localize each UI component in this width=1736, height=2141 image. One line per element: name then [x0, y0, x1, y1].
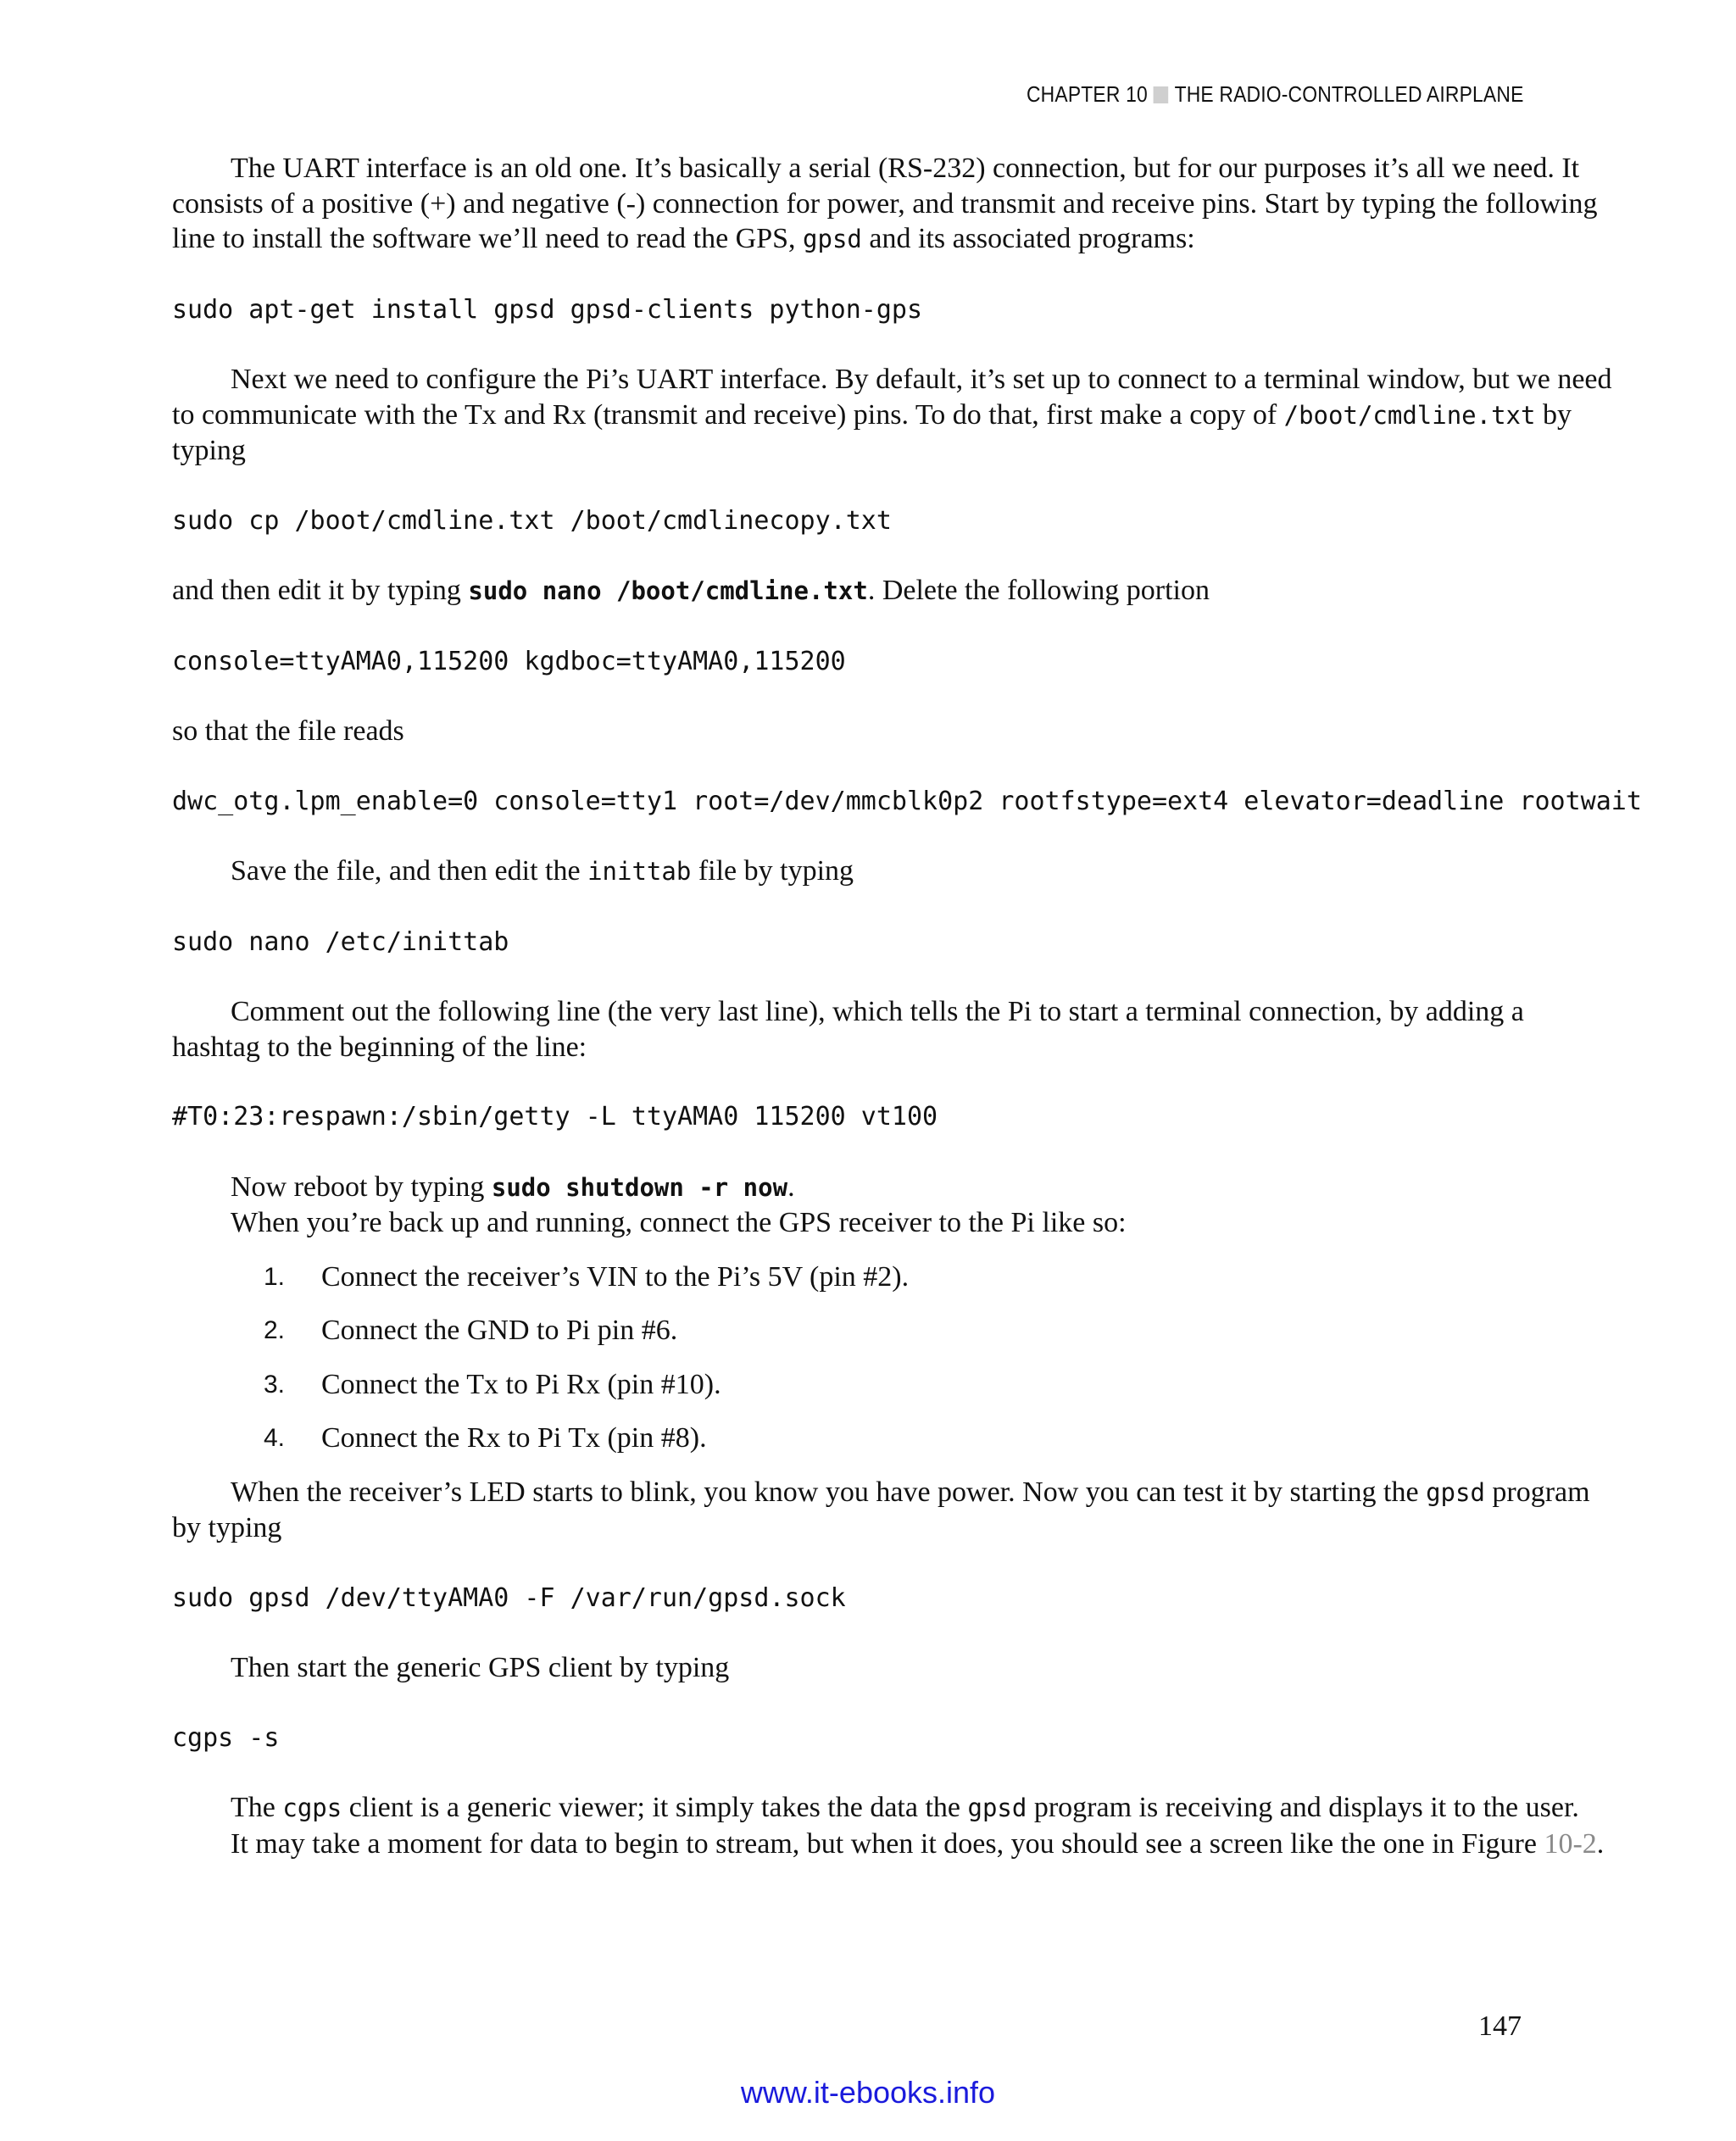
list-number: 2.: [264, 1316, 286, 1344]
paragraph-start-client: Then start the generic GPS client by typing: [231, 1652, 730, 1683]
list-item: [172, 1367, 1613, 1403]
text-run: Now reboot by typing: [231, 1171, 492, 1203]
text-run: .: [787, 1171, 795, 1203]
text-run: It may take a moment for data to begin to stream, but when it does, you should see a screen like the one in Figure: [231, 1827, 1544, 1860]
inline-code: /boot/cmdline.txt: [1283, 400, 1536, 430]
page-content: [172, 151, 1642, 1861]
paragraph-edit-inittab: [172, 854, 1613, 890]
text-run: client is a generic viewer; it simply takes the data the: [342, 1792, 968, 1823]
list-item: [172, 1421, 1613, 1456]
paragraph-cgps-viewer: [172, 1790, 1613, 1827]
text-run: . Delete the following portion: [867, 575, 1210, 606]
list-text: Connect the GND to Pi pin #6.: [321, 1315, 678, 1346]
text-run: program by typing: [172, 1476, 1590, 1543]
inline-code-bold: sudo nano /boot/cmdline.txt: [468, 576, 868, 605]
list-item: [172, 1313, 1613, 1349]
text-run: The UART interface is an old one. It’s basically a serial (RS-232) connection, but for our purposes it’s all we need. It consists of a positive (+) and negative (-) connection for power, and transmit and receive pins. Start by typing the following line to install the software we’ll need to read the GPS,: [172, 153, 1598, 254]
code-cgps: cgps -s: [172, 1722, 280, 1753]
list-number: 3.: [264, 1370, 286, 1399]
paragraph-edit-cmdline: [172, 573, 1613, 609]
running-header: [1027, 81, 1524, 108]
text-run: by typing: [172, 398, 1572, 466]
paragraph-uart: [172, 151, 1613, 258]
chapter-label: CHAPTER 10: [1027, 81, 1149, 107]
text-run: .: [1596, 1827, 1605, 1860]
page-number: 147: [1478, 2010, 1522, 2042]
wiring-steps-list: [172, 1260, 1613, 1456]
list-text: Connect the receiver’s VIN to the Pi’s 5V (pin #2).: [321, 1260, 910, 1293]
code-copy-cmdline: sudo cp /boot/cmdline.txt /boot/cmdlinecopy.txt: [172, 505, 892, 536]
text-run: program is receiving and displays it to the user.: [1027, 1792, 1579, 1823]
list-number: 4.: [264, 1424, 286, 1452]
inline-code: gpsd: [967, 1793, 1027, 1822]
paragraph-test-gpsd: [172, 1475, 1613, 1546]
paragraph-comment-out: Comment out the following line (the very last line), which tells the Pi to start a terminal connection, by adding a hashtag to the beginning of the line:: [172, 996, 1524, 1063]
list-text: Connect the Rx to Pi Tx (pin #8).: [321, 1422, 707, 1454]
header-separator-square: [1154, 86, 1169, 103]
inline-code: inittab: [587, 857, 692, 886]
text-run: and then edit it by typing: [172, 575, 469, 606]
code-delete-portion: console=ttyAMA0,115200 kgdboc=ttyAMA0,115200: [172, 646, 846, 676]
code-cmdline-result: dwc_otg.lpm_enable=0 console=tty1 root=/dev/mmcblk0p2 rootfstype=ext4 elevator=deadline rootwait: [172, 786, 1642, 816]
text-run: Next we need to configure the Pi’s UART interface. By default, it’s set up to connect to a terminal window, but we need to communicate with the Tx and Rx (transmit and receive) pins. To do that, first make a copy of: [172, 364, 1612, 431]
text-run: and its associated programs:: [861, 223, 1195, 254]
inline-code: gpsd: [1426, 1477, 1485, 1507]
paragraph-reboot: [172, 1170, 1613, 1206]
paragraph-data-stream: [172, 1827, 1613, 1862]
inline-code: cgps: [282, 1793, 342, 1822]
paragraph-file-reads: so that the file reads: [172, 715, 404, 747]
code-getty-line: #T0:23:respawn:/sbin/getty -L ttyAMA0 115200 vt100: [172, 1102, 938, 1132]
inline-code-bold: sudo shutdown -r now: [491, 1172, 788, 1202]
text-run: When the receiver’s LED starts to blink, you know you have power. Now you can test it by starting the: [231, 1476, 1427, 1508]
chapter-title: THE RADIO-CONTROLLED AIRPLANE: [1175, 81, 1524, 107]
list-text: Connect the Tx to Pi Rx (pin #10).: [321, 1368, 721, 1400]
code-run-gpsd: sudo gpsd /dev/ttyAMA0 -F /var/run/gpsd.sock: [172, 1582, 846, 1613]
list-number: 1.: [264, 1262, 286, 1291]
code-install-gpsd: sudo apt-get install gpsd gpsd-clients python-gps: [172, 294, 923, 325]
figure-reference-link[interactable]: 10-2: [1544, 1827, 1597, 1860]
list-item: [172, 1260, 1613, 1295]
text-run: file by typing: [691, 855, 854, 887]
inline-code: gpsd: [803, 225, 862, 253]
text-run: The: [231, 1792, 283, 1823]
code-nano-inittab: sudo nano /etc/inittab: [172, 926, 509, 957]
paragraph-configure-uart: [172, 362, 1613, 469]
footer-watermark-link[interactable]: www.it-ebooks.info: [740, 2075, 996, 2110]
paragraph-connect-gps: When you’re back up and running, connect the GPS receiver to the Pi like so:: [231, 1207, 1127, 1238]
text-run: Save the file, and then edit the: [231, 855, 588, 887]
